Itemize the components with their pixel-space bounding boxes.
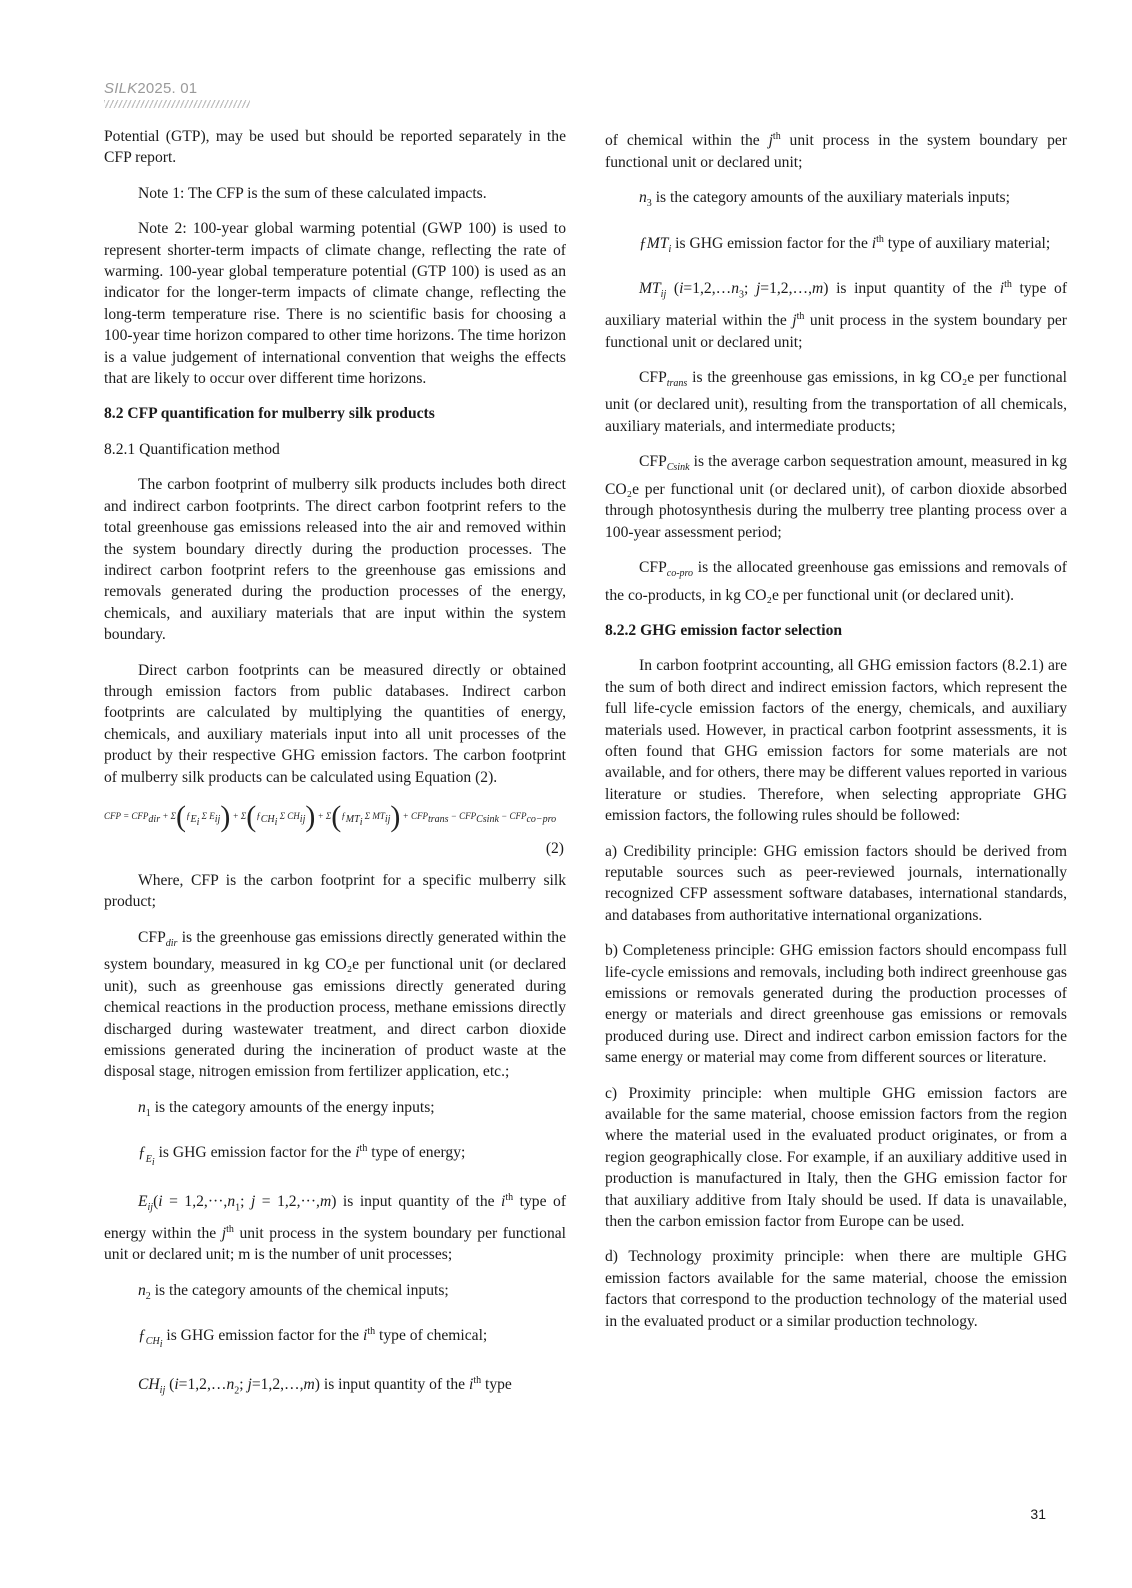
paragraph: The carbon footprint of mulberry silk products includes both direct and indirect carbon footprints. The direct carbon footprint refers to the total greenhouse gas emissions released into the air and removed within the system boundary directly during the production processes. The indirect carbon footprint refers to the greenhouse gas emissions and removals generated during the production processes of the energy, chemicals, and auxiliary materials that are input within the system boundary. <box>104 476 566 644</box>
principle-a: a) Credibility principle: GHG emission factors should be derived from reputable sources such as peer-reviewed journals, internationally recognized CFP assessment software databases, international standards, and databases from authoritative international organizations. <box>605 842 1067 924</box>
journal-title-italic: SILK <box>104 80 138 97</box>
cfp-dir-definition: $CFP_{dir}$ is the greenhouse gas emissions directly generated within the system boundary, measured in kg CO₂e per functional unit (or declared unit), such as greenhouse gas emissions directly generated during chemical reactions in the production process, methane emissions directly discharged during wastewater treatment, and direct carbon dioxide emissions generated during the incineration of product waste at the disposal stage, nitrogen emission from fertilizer application, etc.; <box>104 928 566 1081</box>
page-number: 31 <box>1030 1506 1046 1522</box>
equation-2 <box>104 799 566 858</box>
paragraph: In carbon footprint accounting, all GHG emission factors (8.2.1) are the sum of both direct and indirect emission factors, which represent the full life-cycle emission factors of the energy, chemicals, and auxiliary materials used. However, in practical carbon footprint assessments, it is often found that GHG emission factors for some materials are not available, and for others, there may be different values reported in various literature or studies. Therefore, when selecting appropriate GHG emission factors, the following rules should be followed: <box>605 657 1067 825</box>
journal-title <box>104 80 250 97</box>
n3-definition: $n_3$ is the category amounts of the auxiliary materials inputs; <box>639 189 1010 210</box>
fe-definition: $ƒ_{E_i}$ is GHG emission factor for the $i^{th}$ type of energy; <box>138 1143 466 1168</box>
equation-number: (2) <box>545 839 564 857</box>
cfp-csink-definition: $CFP_{Csink}$ is the average carbon sequestration amount, measured in kg CO₂e per functional unit (or declared unit), of carbon dioxide absorbed through photosynthesis during the mulberry tree planting process over a 100-year assessment period; <box>605 453 1067 541</box>
n1-definition: $n_1$ is the category amounts of the energy inputs; <box>138 1098 435 1119</box>
principle-b: b) Completeness principle: GHG emission factors should encompass full life-cycle emissions and removals, including both indirect greenhouse gas emissions or removals generated during the production processes of energy or materials and direct greenhouse gas emissions or removals produced during use. Direct and indirect carbon emission factors for the same energy or material may come from different sources or literature. <box>605 942 1067 1067</box>
left-column <box>104 126 566 1416</box>
eij-definition: $E_{ij}(i = 1,2,\cdot\cdot\cdot,n_1$; j = 1,2,···,m) is input quantity of the $i^{th}$ type of energy within the $j^{th}$ unit process in the system boundary per functional unit or declared unit; m is the number of unit processes; <box>104 1191 567 1264</box>
right-column <box>605 126 1067 1346</box>
n2-definition: $n_2$ is the category amounts of the chemical inputs; <box>138 1281 449 1302</box>
header-hatch-decoration <box>104 100 250 108</box>
fmt-definition: ƒMT$_i$ is GHG emission factor for the $i^{th}$ type of auxiliary material; <box>639 233 1051 255</box>
journal-issue: 2025. 01 <box>137 80 198 97</box>
subsection-heading-8-2-1: 8.2.1 Quantification method <box>104 440 280 458</box>
note-2: Note 2: 100-year global warming potential (GWP 100) is used to represent shorter-term impacts of climate change, reflecting the rate of warming. 100-year global temperature potential (GTP 100) is used as an indicator for the longer-term impacts of climate change, reflecting the long-term temperature rise. There is no scientific basis for choosing a 100-year time horizon compared to other time horizons. The time horizon is a value judgement of international convention that weighs the effects that are likely to occur over different time horizons. <box>104 220 566 388</box>
principle-d: d) Technology proximity principle: when there are multiple GHG emission factors available for the same material, choose the emission factors that correspond to the production technology of the material used in the evaluated product or a similar production technology. <box>605 1248 1067 1330</box>
chij-definition: $CH_{ij}$ ($i=1,2,\dots n_2$; j=1,2,…,m) is input quantity of the $i^{th}$ type <box>138 1374 512 1397</box>
equation-body: CFP = $CFP_{dir}$ + $\Sigma(ƒ_{E_i}$ Σ $E_{ij}$) + $\Sigma(ƒ_{CH_i}$ Σ $CH_{ij}$) + $\Sigma(ƒ_{MT_i}$ Σ $MT_{ij}) + CFP_{trans} - CFP_{Csink} - CFP_{co-pro}$ <box>104 799 557 833</box>
section-heading-8-2: 8.2 CFP quantification for mulberry silk products <box>104 405 435 423</box>
principle-c: c) Proximity principle: when multiple GHG emission factors are available for the same material, choose emission factors from the region where the material used in the evaluated product originates, or from a region geographically close. For example, if an auxiliary additive used in production is manufactured in Italy, then the GHG emission factor for that auxiliary additive from Italy should be used. If data is unavailable, then the carbon emission factor from Europe can be used. <box>605 1084 1067 1231</box>
subsection-heading-8-2-2: 8.2.2 GHG emission factor selection <box>605 621 843 639</box>
note-1: Note 1: The CFP is the sum of these calculated impacts. <box>138 184 487 202</box>
chij-definition-continued: of chemical within the $j^{th}$ unit process in the system boundary per functional unit or declared unit; <box>605 131 1067 171</box>
paragraph: Where, CFP is the carbon footprint for a specific mulberry silk product; <box>104 871 566 911</box>
fch-definition: $ƒ_{CH_i}$ is GHG emission factor for the $i^{th}$ type of chemical; <box>138 1326 488 1351</box>
cfp-trans-definition: $CFP_{trans}$ is the greenhouse gas emissions, in kg CO₂e per functional unit (or declared unit), resulting from the transportation of all chemicals, auxiliary materials, and intermediate products; <box>605 368 1067 435</box>
cfp-copro-definition: $CFP_{co-pro}$ is the allocated greenhouse gas emissions and removals of the co-products, in kg CO₂e per functional unit (or declared unit). <box>605 558 1067 604</box>
mtij-definition: $MT_{ij}$ ($i=1,2,\dots n_3$; j=1,2,…,m) is input quantity of the $i^{th}$ type of auxiliary material within the $j^{th}$ unit process in the system boundary per functional unit or declared unit; <box>605 279 1068 351</box>
paragraph: Potential (GTP), may be used but should be reported separately in the CFP report. <box>104 128 566 167</box>
journal-header <box>104 80 250 108</box>
paragraph: Direct carbon footprints can be measured directly or obtained through emission factors from public databases. Indirect carbon footprints are calculated by multiplying the quantities of energy, chemicals, and auxiliary materials input into all unit processes of the product by their respective GHG emission factors. The carbon footprint of mulberry silk products can be calculated using Equation (2). <box>104 661 566 786</box>
